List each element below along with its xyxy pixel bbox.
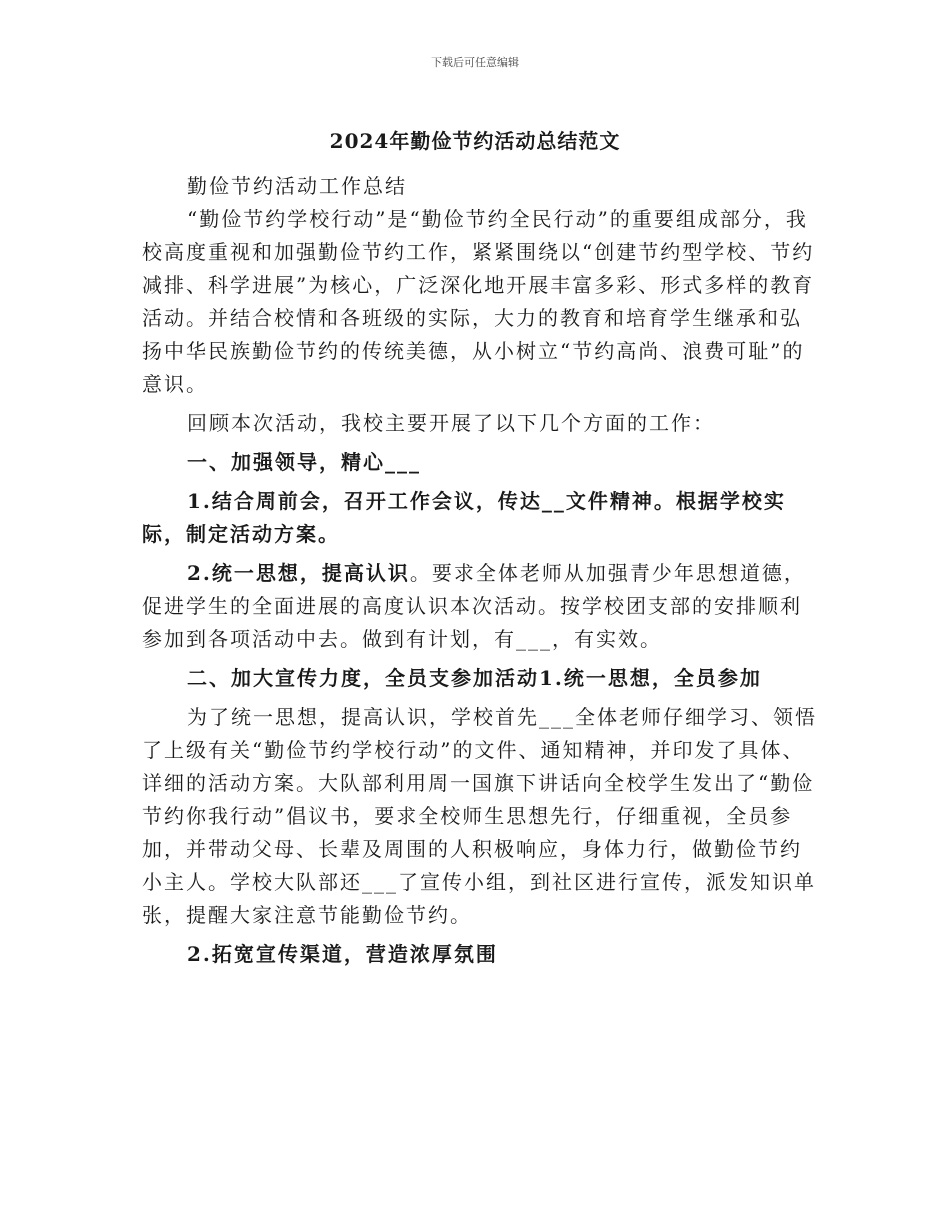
paragraph-unify: 为了统一思想，提高认识，学校首先___全体老师仔细学习、领悟了上级有关“勤俭节约学校行动”的文件、通知精神，并印发了具体、详细的活动方案。大队部利用周一国旗下讲话向全校学生发出了“勤俭节约你我行动”倡议书，要求全校师生思想先行，仔细重视，全员参加，并带动父母、长辈及周围的人积极响应，身体力行，做勤俭节约小主人。学校大队部还___了宣传小组，到社区进行宣传，派发知识单张，提醒大家注意节能勤俭节约。 <box>142 705 817 927</box>
section-heading-2: 二、加大宣传力度，全员支参加活动1.统一思想，全员参加 <box>187 666 762 690</box>
item-2-heading: 2.统一思想，提高认识 <box>187 561 410 585</box>
item-2-text: 。要求全体老师从加强青少年思想道德，促进学生的全面进展的高度认识本次活动。按学校团支部的安排顺利参加到各项活动中去。做到有计划，有___，有实效。 <box>142 561 806 651</box>
paragraph-item-2 <box>142 557 822 656</box>
paragraph-intro: “勤俭节约学校行动”是“勤俭节约全民行动”的重要组成部分，我校高度重视和加强勤俭节约工作，紧紧围绕以“创建节约型学校、节约减排、科学进展”为核心，广泛深化地开展丰富多彩、形式多样的教育活动。并结合校情和各班级的实际，大力的教育和培育学生继承和弘扬中华民族勤俭节约的传统美德，从小树立“节约高尚、浪费可耻”的意识。 <box>142 207 815 396</box>
paragraph-item-1: 1.结合周前会，召开工作会议，传达__文件精神。根据学校实际，制定活动方案。 <box>142 489 786 546</box>
page-header-note: 下载后可任意编辑 <box>431 56 519 69</box>
paragraph-item-channels: 2.拓宽宣传渠道，营造浓厚氛围 <box>187 942 498 966</box>
paragraph-review: 回顾本次活动，我校主要开展了以下几个方面的工作： <box>187 411 715 435</box>
section-heading-1: 一、加强领导，精心___ <box>187 450 421 474</box>
document-body <box>142 170 822 977</box>
document-title: 2024年勤俭节约活动总结范文 <box>329 129 621 153</box>
paragraph-subtitle: 勤俭节约活动工作总结 <box>187 174 407 198</box>
